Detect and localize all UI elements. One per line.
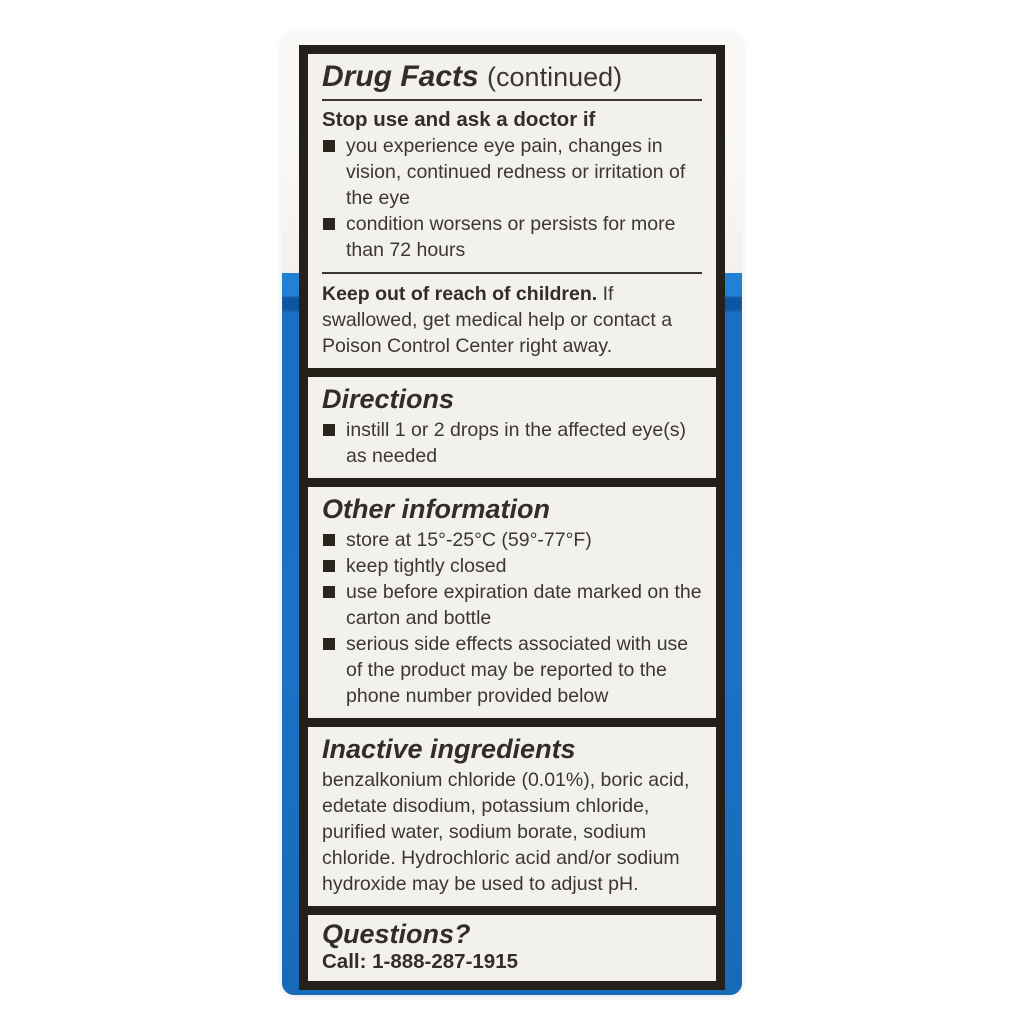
section-divider-bar [308,718,716,727]
stop-use-bullet-list [322,133,702,263]
other-information-bullet: use before expiration date marked on the carton and bottle [346,581,702,629]
list-item [322,417,702,469]
stop-use-heading: Stop use and ask a doctor if [322,108,596,131]
keep-out-lead: Keep out of reach of children. [322,283,598,305]
drug-facts-title [322,60,702,94]
directions-heading: Directions [322,384,455,414]
drug-facts-title-main: Drug Facts [322,60,479,93]
directions-bullet-list [322,417,702,469]
bullet-square-icon [323,560,335,572]
list-item [322,553,702,579]
questions-phone-number: Call: 1-888-287-1915 [322,950,519,973]
drug-facts-title-continued: (continued) [487,62,623,92]
section-directions [308,377,716,478]
inactive-ingredients-text: benzalkonium chloride (0.01%), boric acid, edetate disodium, potassium chloride, purified water, sodium borate, sodium chloride. Hydrochloric acid and/or sodium hydroxide may be used to adjust pH. [322,769,690,895]
section-divider-bar [308,478,716,487]
stop-use-bullet: condition worsens or persists for more than 72 hours [346,213,676,261]
stop-use-bullet: you experience eye pain, changes in vision, continued redness or irritation of the eye [346,135,686,209]
list-item [322,211,702,263]
rule-above-keep-out [322,272,702,274]
other-information-heading: Other information [322,494,550,524]
section-divider-bar [308,906,716,915]
other-information-bullet-list [322,527,702,709]
other-information-bullet: store at 15°-25°C (59°-77°F) [346,529,592,551]
bullet-square-icon [323,534,335,546]
rule-under-title [322,99,702,101]
section-inactive-ingredients [308,727,716,906]
keep-out-rest: If swallowed, get medical help or contact a Poison Control Center right away. [322,283,673,357]
list-item [322,527,702,553]
section-drug-facts-warnings [308,54,716,368]
bullet-square-icon [323,140,335,152]
list-item [322,133,702,211]
section-divider-bar [308,368,716,377]
section-questions [308,915,716,981]
bullet-square-icon [323,218,335,230]
other-information-bullet: keep tightly closed [346,555,507,577]
other-information-bullet: serious side effects associated with use of the product may be reported to the phone number provided below [346,633,689,707]
inactive-ingredients-heading: Inactive ingredients [322,734,576,764]
drug-facts-panel [299,45,725,990]
bullet-square-icon [323,424,335,436]
bullet-square-icon [323,638,335,650]
bullet-square-icon [323,586,335,598]
directions-bullet: instill 1 or 2 drops in the affected eye(s) as needed [346,419,686,467]
list-item [322,579,702,631]
keep-out-paragraph [322,281,702,359]
section-other-information [308,487,716,718]
list-item [322,631,702,709]
questions-heading: Questions? [322,919,471,949]
product-box [282,30,742,995]
